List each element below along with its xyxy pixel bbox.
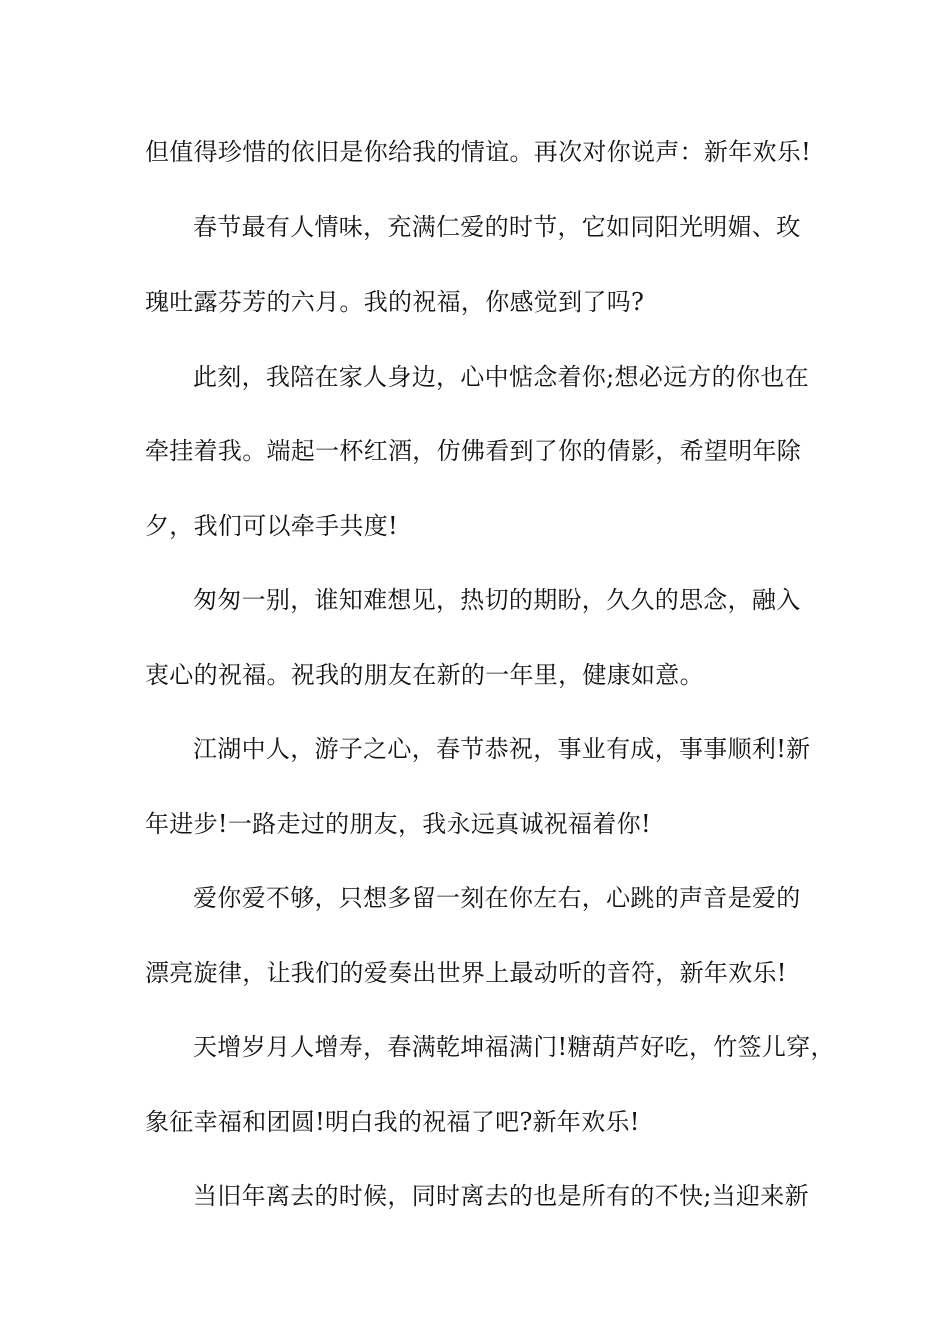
paragraph-line: 瑰吐露芬芳的六月。我的祝福，你感觉到了吗?	[145, 288, 645, 316]
paragraph-line: 春节最有人情味，充满仁爱的时节，它如同阳光明媚、玫	[193, 213, 801, 241]
paragraph-line: 牵挂着我。端起一杯红酒，仿佛看到了你的倩影，希望明年除	[145, 437, 802, 465]
paragraph-line: 匆匆一别，谁知难想见，热切的期盼，久久的思念，融入	[193, 586, 801, 614]
paragraph-line: 漂亮旋律，让我们的爱奏出世界上最动听的音符，新年欢乐!	[145, 959, 787, 987]
paragraph-line: 天增岁月人增寿，春满乾坤福满门!糖葫芦好吃，竹签儿穿，	[193, 1033, 835, 1061]
paragraph-line: 年进步!一路走过的朋友，我永远真诚祝福着你!	[145, 810, 651, 838]
paragraph-line: 但值得珍惜的依旧是你给我的情谊。再次对你说声：新年欢乐!	[145, 138, 812, 166]
paragraph-line: 爱你爱不够，只想多留一刻在你左右，心跳的声音是爱的	[193, 884, 801, 912]
paragraph-line: 江湖中人，游子之心，春节恭祝，事业有成，事事顺利!新	[193, 735, 811, 763]
paragraph-line: 此刻，我陪在家人身边，心中惦念着你;想必远方的你也在	[193, 363, 809, 391]
paragraph-line: 衷心的祝福。祝我的朋友在新的一年里，健康如意。	[145, 661, 704, 689]
paragraph-line: 象征幸福和团圆!明白我的祝福了吧?新年欢乐!	[145, 1108, 640, 1136]
paragraph-line: 夕，我们可以牵手共度!	[145, 512, 398, 540]
paragraph-line: 当旧年离去的时候，同时离去的也是所有的不快;当迎来新	[193, 1182, 809, 1210]
